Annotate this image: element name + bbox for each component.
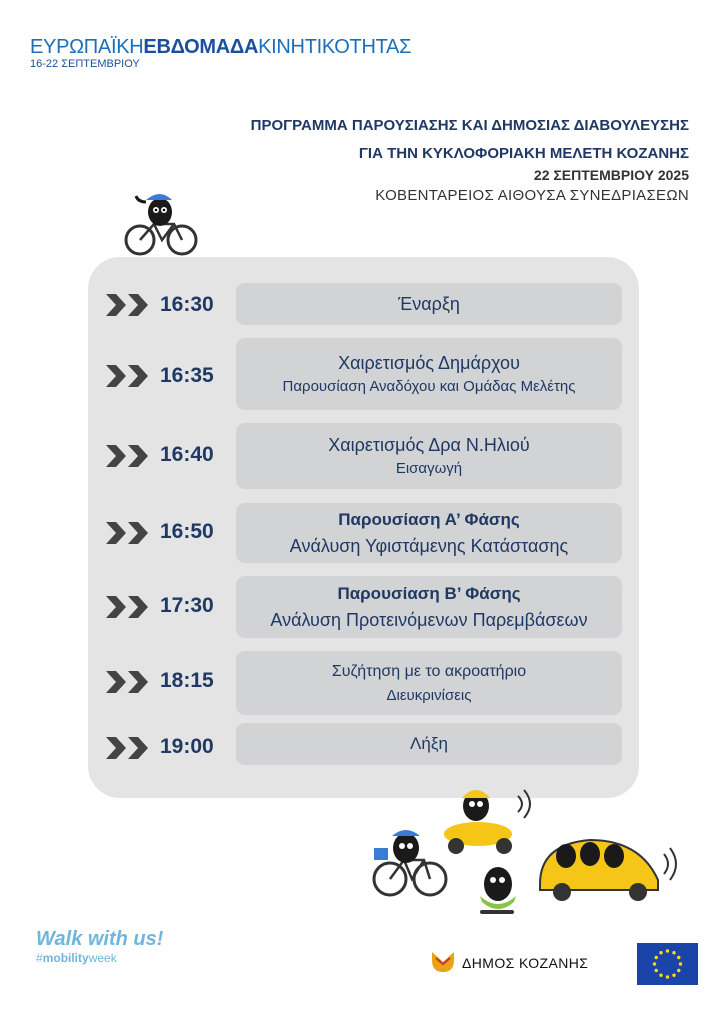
program-title: ΠΡΟΓΡΑΜΜΑ ΠΑΡΟΥΣΙΑΣΗΣ ΚΑΙ ΔΗΜΟΣΙΑΣ ΔΙΑΒΟΥΛΕΥΣΗΣ <box>250 117 689 134</box>
brand-part2: ΕΒΔΟΜΑΔΑ <box>143 36 259 58</box>
agenda-item-title: Συζήτηση με το ακροατήριο <box>331 663 527 680</box>
hashtag-bold: mobility <box>42 951 89 965</box>
agenda-item-title: Έναρξη <box>398 294 460 314</box>
eu-star-icon <box>666 949 669 952</box>
eu-star-icon <box>672 951 675 954</box>
skateboard-mascot-icon <box>480 867 516 914</box>
double-chevron-icon <box>106 365 152 387</box>
hashtag <box>36 951 117 965</box>
brand-dates: 16-22 ΣΕΠΤΕΜΒΡΙΟΥ <box>30 58 140 70</box>
eu-star-icon <box>666 975 669 978</box>
agenda-time: 17:30 <box>160 594 214 617</box>
car-mascots-icon <box>540 840 676 901</box>
eu-star-icon <box>659 951 662 954</box>
event-date: 22 ΣΕΠΤΕΜΒΡΙΟΥ 2025 <box>533 167 689 183</box>
agenda-item-box <box>236 283 622 325</box>
double-chevron-icon <box>106 445 152 467</box>
program-subtitle: ΓΙΑ ΤΗΝ ΚΥΚΛΟΦΟΡΙΑΚΗ ΜΕΛΕΤΗ ΚΟΖΑΝΗΣ <box>358 145 689 162</box>
agenda-item-title: Παρουσίαση Α’ Φάσης <box>338 510 520 529</box>
agenda-time: 19:00 <box>160 735 214 758</box>
agenda-item-subtitle: Ανάλυση Υφιστάμενης Κατάστασης <box>289 536 569 556</box>
agenda-time: 16:35 <box>160 364 214 387</box>
eu-star-icon <box>659 974 662 977</box>
hashtag-prefix: # <box>36 951 43 965</box>
eu-star-icon <box>653 962 656 965</box>
agenda-item-box <box>236 576 622 638</box>
double-chevron-icon <box>106 737 152 759</box>
agenda-item-subtitle: Ανάλυση Προτεινόμενων Παρεμβάσεων <box>270 610 588 630</box>
agenda-item-box <box>236 338 622 410</box>
municipality-name: ΔΗΜΟΣ ΚΟΖΑΝΗΣ <box>462 955 589 971</box>
agenda-time: 18:15 <box>160 669 214 692</box>
eu-flag-icon <box>637 943 698 985</box>
agenda-item-title: Λήξη <box>410 734 448 753</box>
cyclist-mascot-icon <box>374 830 446 895</box>
eu-star-icon <box>672 974 675 977</box>
agenda-item-subtitle: Παρουσίαση Αναδόχου και Ομάδας Μελέτης <box>282 378 576 395</box>
agenda-item-subtitle: Εισαγωγή <box>395 460 463 477</box>
scooter-mascot-icon <box>444 790 530 854</box>
agenda-item-box <box>236 651 622 715</box>
agenda-item-title: Παρουσίαση Β’ Φάσης <box>337 584 521 603</box>
agenda-item-title: Χαιρετισμός Δημάρχου <box>338 353 520 373</box>
mobility-mascots-illustration <box>368 784 678 924</box>
agenda-item-title: Χαιρετισμός Δρα Ν.Ηλιού <box>328 435 530 455</box>
cyclist-mascot-icon <box>122 190 200 258</box>
brand-part3: ΚΙΝΗΤΙΚΟΤΗΤΑΣ <box>258 36 412 58</box>
eu-star-icon <box>677 956 680 959</box>
double-chevron-icon <box>106 671 152 693</box>
agenda-item-box <box>236 503 622 563</box>
eu-star-icon <box>679 962 682 965</box>
agenda-item-box <box>236 723 622 765</box>
eu-star-icon <box>677 969 680 972</box>
double-chevron-icon <box>106 596 152 618</box>
agenda-time: 16:30 <box>160 293 214 316</box>
event-venue: ΚΟΒΕΝΤΑΡΕΙΟΣ ΑΙΘΟΥΣΑ ΣΥΝΕΔΡΙΑΣΕΩΝ <box>375 187 689 204</box>
eu-star-icon <box>655 969 658 972</box>
agenda-time: 16:40 <box>160 443 214 466</box>
double-chevron-icon <box>106 522 152 544</box>
municipality-logo-icon <box>430 950 456 974</box>
hashtag-suffix: week <box>88 951 117 965</box>
slogan: Walk with us! <box>36 928 164 950</box>
agenda-time: 16:50 <box>160 520 214 543</box>
eu-star-icon <box>655 956 658 959</box>
brand-part1: ΕΥΡΩΠΑΪΚΗ <box>30 36 144 58</box>
agenda-item-subtitle: Διευκρινίσεις <box>386 687 472 704</box>
double-chevron-icon <box>106 294 152 316</box>
agenda-item-box <box>236 423 622 489</box>
agenda-panel <box>88 257 639 798</box>
event-brand <box>30 36 411 58</box>
